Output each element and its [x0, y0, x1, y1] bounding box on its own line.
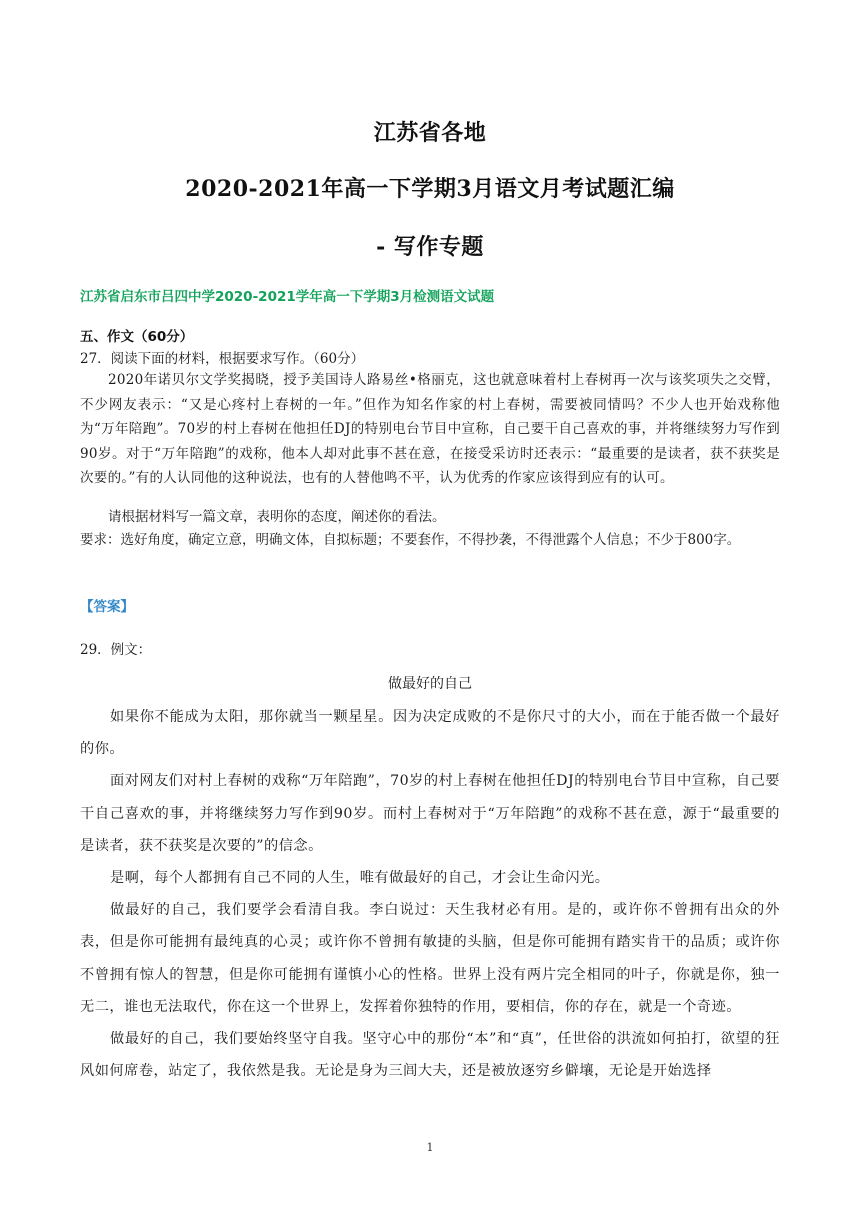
answer-label: 【答案】 — [80, 599, 134, 615]
material-paragraph: 2020年诺贝尔文学奖揭晓，授予美国诗人路易丝•格丽克，这也就意味着村上春树再一次与该奖项失之交臂，不少网友表示：“又是心疼村上春树的一年。”但作为知名作家的村上春树，需要被同情吗？不少人也开始戏称他为“万年陪跑”。70岁的村上春树在他担任DJ的特别电台节目中宣称，自己要干自己喜欢的事，并将继续努力写作到90岁。对于“万年陪跑”的戏称，他本人却对此事不甚在意，在接受采访时还表示：“最重要的是读者，获不获奖是次要的。”有的人认同他的这种说法，也有的人替他鸣不平，认为优秀的作家应该得到应有的认可。 — [80, 372, 780, 487]
essay-paragraph: 面对网友们对村上春树的戏称“万年陪跑”，70岁的村上春树在他担任DJ的特别电台节目中宣称，自己要干自己喜欢的事，并将继续努力写作到90岁。而村上春树对于“万年陪跑”的戏称不甚在意，源于“最重要的是读者，获不获奖是次要的”的信念。 — [80, 773, 780, 854]
title-line-3: - 写作专题 — [376, 234, 484, 260]
title-line-1: 江苏省各地 — [373, 120, 487, 146]
essay-paragraph: 是啊，每个人都拥有自己不同的人生，唯有做最好的自己，才会让生命闪光。 — [110, 870, 610, 887]
requirement-paragraph: 要求：选好角度，确定立意，明确文体，自拟标题；不要套作，不得抄袭，不得泄露个人信息；不少于800字。 — [80, 532, 741, 548]
title-line-2: 2020-2021年高一下学期3月语文月考试题汇编 — [185, 176, 675, 202]
source-heading: 江苏省启东市吕四中学2020-2021学年高一下学期3月检测语文试题 — [80, 289, 495, 305]
section-heading: 五、作文（60分） — [80, 329, 194, 345]
essay-paragraph: 如果你不能成为太阳，那你就当一颗星星。因为决定成败的不是你尺寸的大小，而在于能否做一个最好的你。 — [80, 709, 780, 758]
essay-body — [80, 701, 780, 1087]
question-line: 27．阅读下面的材料，根据要求写作。（60分） — [80, 351, 365, 367]
essay-paragraph: 做最好的自己，我们要始终坚守自我。坚守心中的那份“本”和“真”，任世俗的洪流如何拍打，欲望的狂风如何席卷，站定了，我依然是我。无论是身为三闾大夫，还是被放逐穷乡僻壤，无论是开始选择 — [80, 1031, 780, 1080]
essay-title: 做最好的自己 — [388, 676, 472, 692]
example-label: 29．例文： — [80, 642, 152, 658]
essay-paragraph: 做最好的自己，我们要学会看清自我。李白说过：天生我材必有用。是的，或许你不曾拥有出众的外表，但是你可能拥有最纯真的心灵；或许你不曾拥有敏捷的头脑，但是你可能拥有踏实肯干的品质；或许你不曾拥有惊人的智慧，但是你可能拥有谨慎小心的性格。世界上没有两片完全相同的叶子，你就是你，独一无二，谁也无法取代，你在这一个世界上，发挥着你独特的作用，要相信，你的存在，就是一个奇迹。 — [80, 902, 780, 1015]
page-number: 1 — [426, 1141, 434, 1154]
instruction-line: 请根据材料写一篇文章，表明你的态度，阐述你的看法。 — [108, 509, 446, 525]
